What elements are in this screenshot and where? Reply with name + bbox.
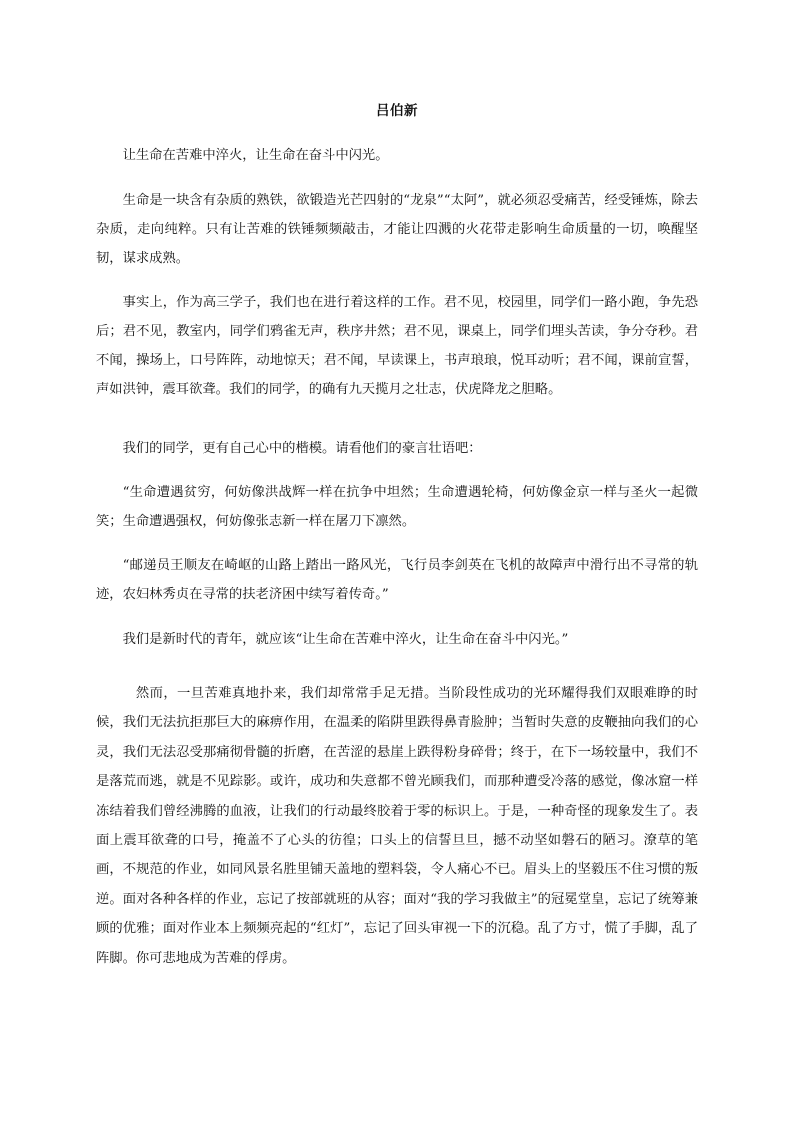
paragraph-5: “生命遭遇贫穷，何妨像洪战辉一样在抗争中坦然；生命遭遇轮椅，何妨像金京一样与圣火一起微笑；生命遭遇强权，何妨像张志新一样在屠刀下凛然。 <box>96 485 698 529</box>
paragraph-8: 然而，一旦苦难真地扑来，我们却常常手足无措。当阶段性成功的光环耀得我们双眼难睁的时候，我们无法抗拒那巨大的麻痹作用，在温柔的陷阱里跌得鼻青脸肿；当暂时失意的皮鞭抽向我们的心灵，我们无法忍受那痛彻骨髓的折磨，在苦涩的悬崖上跌得粉身碎骨；终于，在下一场较量中，我们不是落荒而逃，就是不见踪影。或许，成功和失意都不曾光顾我们，而那种遭受冷落的感觉，像冰窟一样冻结着我们曾经沸腾的血液，让我们的行动最终胶着于零的标识上。于是，一种奇怪的现象发生了。表面上震耳欲聋的口号，掩盖不了心头的彷徨；口头上的信誓旦旦，撼不动坚如磐石的陋习。潦草的笔画，不规范的作业，如同风景名胜里铺天盖地的塑料袋，令人痛心不已。眉头上的坚毅压不住习惯的叛逆。面对各种各样的作业，忘记了按部就班的从容；面对“我的学习我做主”的冠冕堂皇，忘记了统筹兼顾的优雅；面对作业本上频频亮起的“红灯”，忘记了回头审视一下的沉稳。乱了方寸，慌了手脚，乱了阵脚。你可悲地成为苦难的俘虏。 <box>96 686 698 966</box>
paragraph-3: 事实上，作为高三学子，我们也在进行着这样的工作。君不见，校园里，同学们一路小跑，争先恐后；君不见，教室内，同学们鸦雀无声，秩序井然；君不见，课桌上，同学们埋头苦读，争分夺秒。君不闻，操场上，口号阵阵，动地惊天；君不闻，早读课上，书声琅琅，悦耳动听；君不闻，课前宣誓，声如洪钟，震耳欲聋。我们的同学，的确有九天揽月之壮志，伏虎降龙之胆略。 <box>96 295 698 397</box>
paragraph-6: “邮递员王顺友在崎岖的山路上踏出一路风光，飞行员李剑英在飞机的故障声中滑行出不寻常的轨迹，农妇林秀贞在寻常的扶老济困中续写着传奇。” <box>96 558 698 602</box>
paragraph-4: 我们的同学，更有自己心中的楷模。请看他们的豪言壮语吧： <box>122 441 482 456</box>
document-title: 吕伯新 <box>376 103 418 119</box>
paragraph-7: 我们是新时代的青年，就应该“让生命在苦难中淬火，让生命在奋斗中闪光。” <box>122 632 569 647</box>
paragraph-1: 让生命在苦难中淬火，让生命在奋斗中闪光。 <box>122 148 389 163</box>
paragraph-2: 生命是一块含有杂质的熟铁，欲锻造光芒四射的“龙泉”“太阿”，就必须忍受痛苦，经受锤炼，除去杂质，走向纯粹。只有让苦难的铁锤频频敲击，才能让四溅的火花带走影响生命质量的一切，唤醒坚韧，谋求成熟。 <box>96 193 698 266</box>
